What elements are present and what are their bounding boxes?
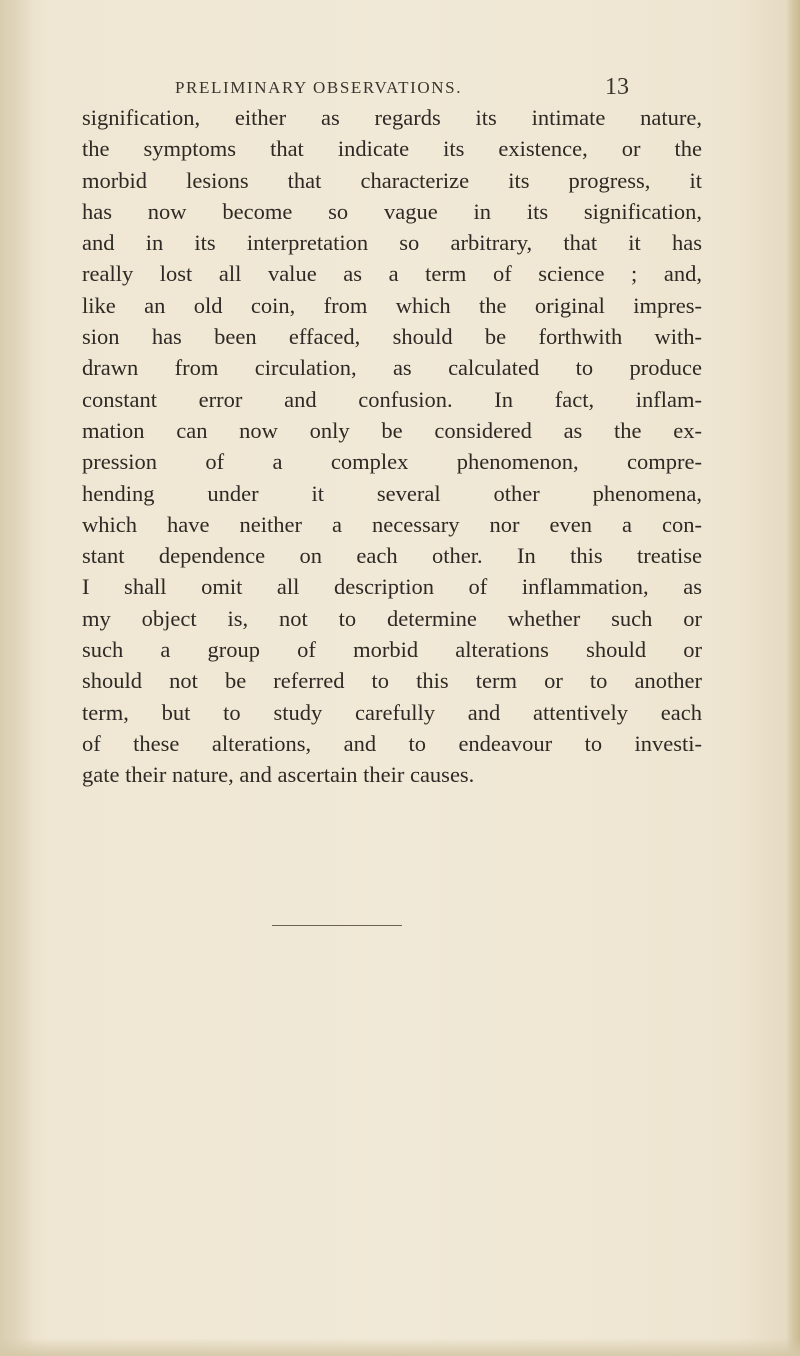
text-line: of these alterations, and to endeavour to investi- bbox=[82, 730, 702, 756]
page-bottom-shadow bbox=[0, 1338, 800, 1356]
text-line: and in its interpretation so arbitrary, that it has bbox=[82, 230, 702, 256]
text-line: term, but to study carefully and attentively each bbox=[82, 699, 702, 725]
text-line: my object is, not to determine whether such or bbox=[82, 605, 702, 631]
text-line: such a group of morbid alterations should or bbox=[82, 637, 702, 663]
gutter-shadow bbox=[0, 0, 34, 1356]
text-line: gate their nature, and ascertain their causes. bbox=[82, 762, 475, 788]
text-line: should not be referred to this term or to another bbox=[82, 668, 702, 694]
text-line: I shall omit all description of inflammation, as bbox=[82, 574, 702, 600]
text-line: morbid lesions that characterize its progress, it bbox=[82, 167, 702, 193]
text-line: has now become so vague in its signification, bbox=[82, 198, 702, 224]
body-text bbox=[82, 102, 702, 791]
text-line: hending under it several other phenomena, bbox=[82, 480, 702, 506]
text-line: the symptoms that indicate its existence, or the bbox=[82, 136, 702, 162]
text-line: like an old coin, from which the original impres- bbox=[82, 292, 702, 318]
text-line: really lost all value as a term of science ; and, bbox=[82, 261, 702, 287]
text-line: pression of a complex phenomenon, compre- bbox=[82, 449, 702, 475]
text-line: mation can now only be considered as the ex- bbox=[82, 417, 702, 443]
running-head: PRELIMINARY OBSERVATIONS. bbox=[175, 78, 463, 97]
text-line: sion has been effaced, should be forthwith with- bbox=[82, 324, 702, 350]
text-line: constant error and confusion. In fact, inflam- bbox=[82, 386, 702, 412]
page-edge bbox=[786, 0, 800, 1356]
text-line: signification, either as regards its intimate nature, bbox=[82, 105, 702, 130]
text-line: which have neither a necessary nor even a con- bbox=[82, 511, 702, 537]
text-line: drawn from circulation, as calculated to produce bbox=[82, 355, 702, 381]
page-number: 13 bbox=[605, 74, 629, 100]
section-divider bbox=[272, 925, 402, 926]
text-line: stant dependence on each other. In this treatise bbox=[82, 543, 702, 569]
